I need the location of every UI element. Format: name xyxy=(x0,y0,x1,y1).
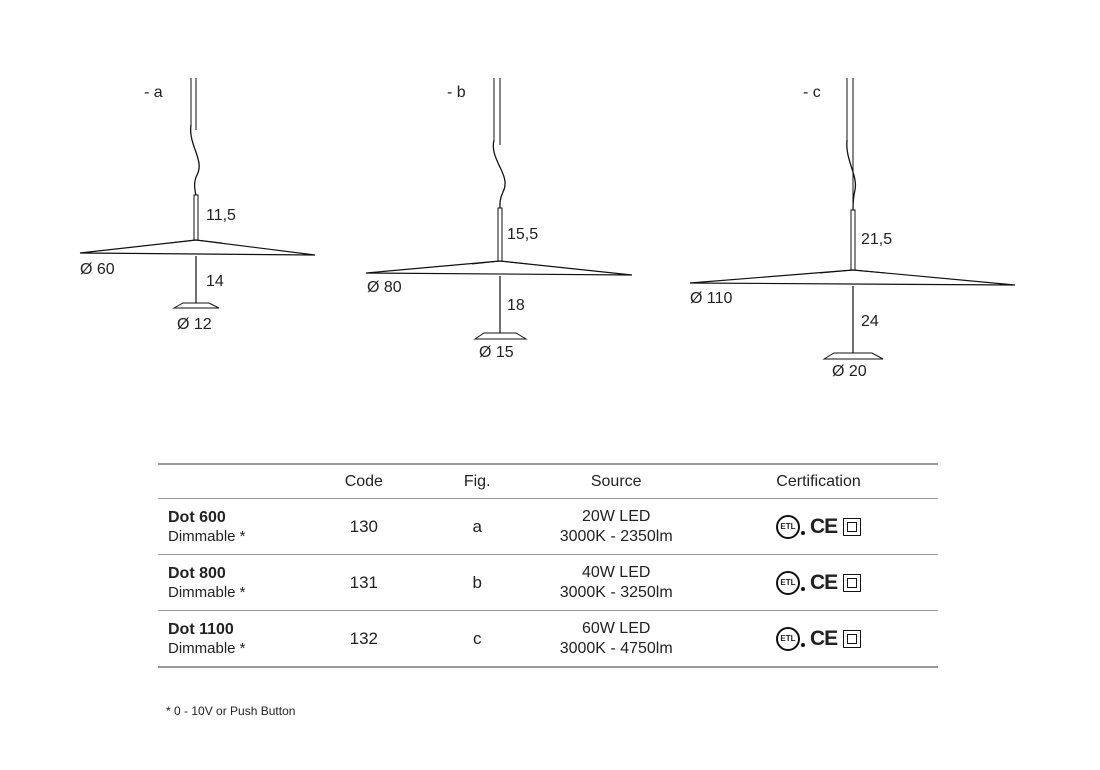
source-power: 40W LED xyxy=(581,563,651,581)
product-code: 131 xyxy=(307,555,421,611)
figure-b-label: - b xyxy=(447,84,466,101)
header-code: Code xyxy=(307,464,421,499)
figure-b-stem-height: 15,5 xyxy=(507,226,539,243)
figure-b-shade-diameter: Ø 80 xyxy=(367,279,402,296)
product-cell xyxy=(158,611,307,668)
product-code: 132 xyxy=(307,611,421,668)
etl-listed-icon: ETL xyxy=(776,571,800,595)
class-ii-icon xyxy=(843,518,861,536)
etl-listed-icon: ETL xyxy=(776,627,800,651)
product-cell xyxy=(158,499,307,555)
figure-b-drop-height: 18 xyxy=(507,297,525,314)
etl-listed-icon: ETL xyxy=(776,515,800,539)
spec-table xyxy=(158,463,938,668)
figure-a-label: - a xyxy=(144,84,163,101)
source-spec: 3000K - 4750lm xyxy=(559,639,673,657)
product-fig: a xyxy=(472,516,482,536)
product-name: Dot 1100 xyxy=(168,620,234,638)
class-ii-icon xyxy=(843,574,861,592)
certification-cell xyxy=(699,611,938,668)
lamp-a-drawing xyxy=(80,78,315,308)
table-header-row xyxy=(158,464,938,499)
table-row xyxy=(158,499,938,555)
product-dimmable: Dimmable * xyxy=(168,639,246,657)
header-certification: Certification xyxy=(699,464,938,499)
product-name: Dot 600 xyxy=(168,508,226,526)
product-code: 130 xyxy=(349,516,378,536)
source-power: 60W LED xyxy=(581,619,651,637)
figure-b-base-diameter: Ø 15 xyxy=(479,344,514,361)
ce-mark-icon: CE xyxy=(809,514,838,538)
footnote: * 0 - 10V or Push Button xyxy=(166,704,296,718)
ce-mark-icon: CE xyxy=(809,570,838,594)
header-name xyxy=(158,464,307,499)
product-fig: c xyxy=(421,611,533,668)
figure-c-shade-diameter: Ø 110 xyxy=(690,290,733,307)
source-power: 20W LED xyxy=(581,507,651,525)
product-source xyxy=(533,611,699,668)
class-ii-icon xyxy=(843,630,861,648)
product-dimmable: Dimmable * xyxy=(168,583,246,601)
figure-a-base-diameter: Ø 12 xyxy=(177,316,212,333)
product-fig: b xyxy=(421,555,533,611)
lamp-c-drawing xyxy=(690,78,1015,359)
ce-mark-icon: CE xyxy=(809,626,838,650)
lamp-b-drawing xyxy=(366,78,632,339)
table-row xyxy=(158,611,938,668)
figure-c-base-diameter: Ø 20 xyxy=(832,363,867,380)
table-row xyxy=(158,555,938,611)
figure-a-shade-diameter: Ø 60 xyxy=(80,261,115,278)
product-source xyxy=(533,555,699,611)
product-source xyxy=(533,499,699,555)
figure-c-stem-height: 21,5 xyxy=(861,231,893,248)
source-spec: 3000K - 3250lm xyxy=(559,583,673,601)
figure-a-drop-height: 14 xyxy=(206,273,224,290)
figure-a-stem-height: 11,5 xyxy=(206,207,236,224)
header-fig: Fig. xyxy=(421,464,533,499)
product-name: Dot 800 xyxy=(168,564,226,582)
source-spec: 3000K - 2350lm xyxy=(559,527,673,545)
figure-c-label: - c xyxy=(803,84,821,101)
certification-cell xyxy=(699,499,938,555)
header-source: Source xyxy=(533,464,699,499)
product-dimmable: Dimmable * xyxy=(168,527,246,545)
figure-c-drop-height: 24 xyxy=(861,313,879,330)
certification-cell xyxy=(699,555,938,611)
product-cell xyxy=(158,555,307,611)
